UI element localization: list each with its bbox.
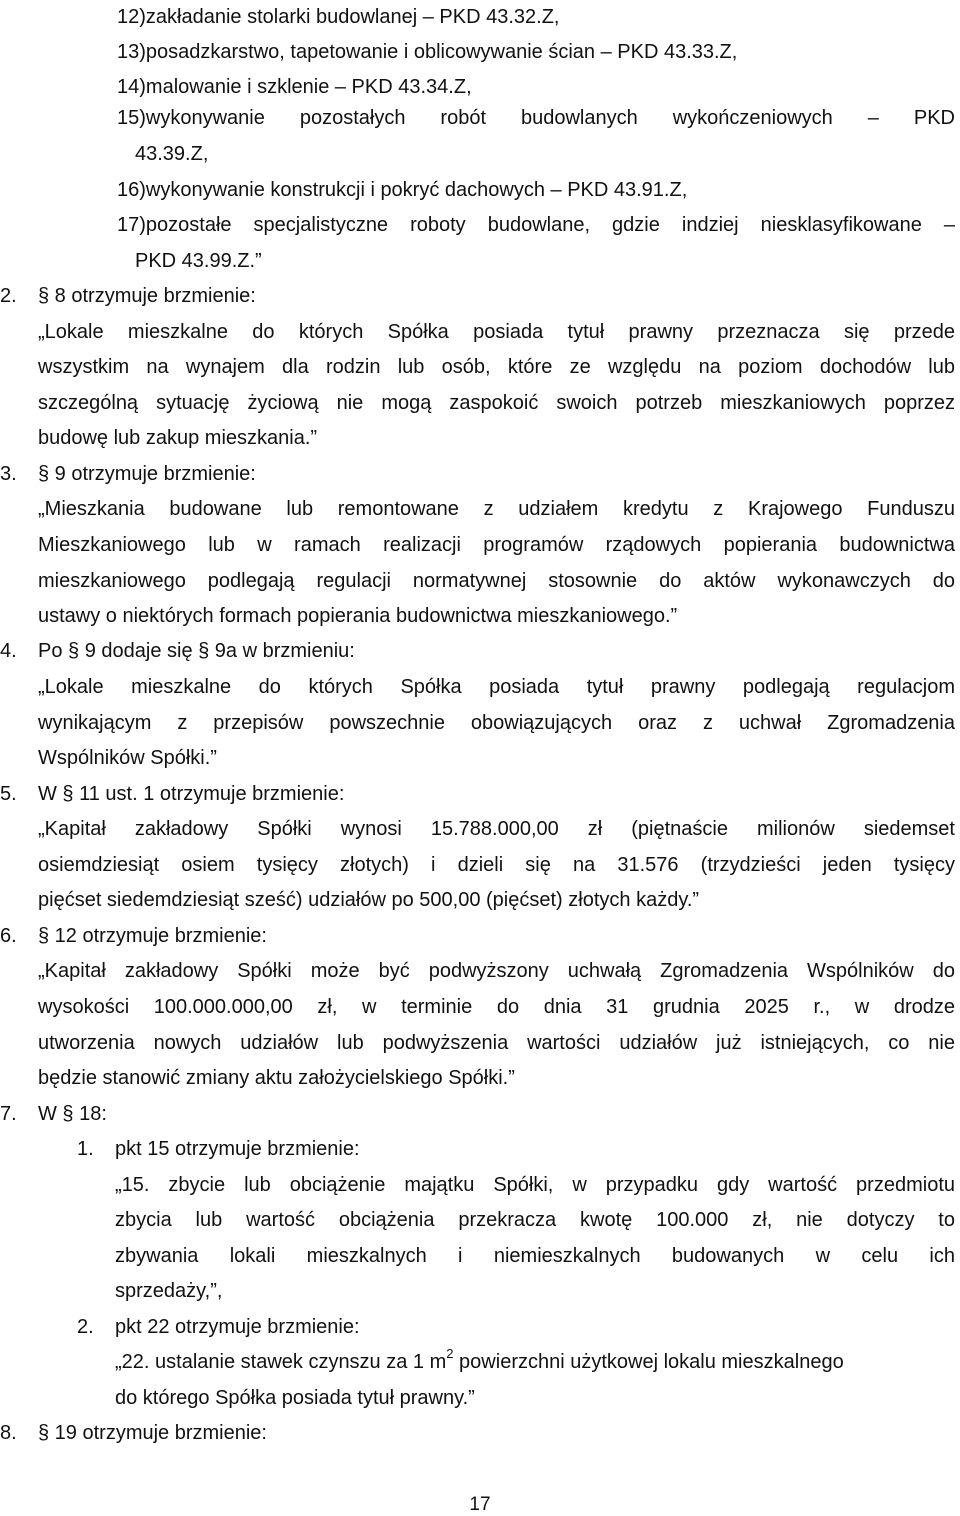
paragraph-line: osiemdziesiąt osiem tysięcy złotych) i dzieli się na 31.576 (trzydzieści jeden tysięcy — [38, 854, 955, 876]
superscript: 2 — [446, 1346, 454, 1362]
paragraph-line: budowę lub zakup mieszkania.” — [38, 427, 318, 449]
section-heading: § 19 otrzymuje brzmienie: — [38, 1422, 267, 1444]
section-heading: § 8 otrzymuje brzmienie: — [38, 285, 256, 307]
paragraph-line: „Kapitał zakładowy Spółki może być podwyższony uchwałą Zgromadzenia Wspólników do — [38, 960, 955, 982]
paragraph-line: mieszkaniowego podlegają regulacji normatywnej stosownie do aktów wykonawczych do — [38, 570, 955, 592]
paragraph-line: wszystkim na wynajem dla rodzin lub osób, które ze względu na poziom dochodów lub — [38, 356, 955, 378]
subsection-heading: pkt 22 otrzymuje brzmienie: — [115, 1316, 360, 1338]
paragraph-line: „Mieszkania budowane lub remontowane z udziałem kredytu z Krajowego Funduszu — [38, 498, 955, 520]
section-heading: § 9 otrzymuje brzmienie: — [38, 463, 256, 485]
paragraph-line: „Lokale mieszkalne do których Spółka posiada tytuł prawny przeznacza się przede — [38, 321, 955, 343]
paragraph-line: Mieszkaniowego lub w ramach realizacji programów rządowych popierania budownictwa — [38, 534, 955, 556]
subsection-heading: pkt 15 otrzymuje brzmienie: — [115, 1138, 360, 1160]
paragraph-line: „Lokale mieszkalne do których Spółka posiada tytuł prawny podlegają regulacjom — [38, 676, 955, 698]
paragraph-line-with-superscript — [115, 1346, 844, 1375]
paragraph-line: zbywania lokali mieszkalnych i niemieszkalnych budowanych w celu ich — [115, 1245, 955, 1267]
paragraph-text: „22. ustalanie stawek czynszu za 1 m — [115, 1351, 447, 1373]
paragraph-line: szczególną sytuację życiową nie mogą zaspokoić swoich potrzeb mieszkaniowych poprzez — [38, 392, 955, 414]
section-number: 8. — [0, 1422, 17, 1444]
list-item-14: 14)malowanie i szklenie – PKD 43.34.Z, — [117, 76, 472, 98]
paragraph-line: „Kapitał zakładowy Spółki wynosi 15.788.000,00 zł (piętnaście milionów siedemset — [38, 818, 955, 840]
paragraph-line: do którego Spółka posiada tytuł prawny.” — [115, 1387, 475, 1409]
section-number: 6. — [0, 925, 17, 947]
paragraph-line: „15. zbycie lub obciążenie majątku Spółki, w przypadku gdy wartość przedmiotu — [115, 1174, 955, 1196]
paragraph-line: wysokości 100.000.000,00 zł, w terminie do dnia 31 grudnia 2025 r., w drodze — [38, 996, 955, 1018]
paragraph-line: Wspólników Spółki.” — [38, 747, 217, 769]
section-heading: W § 18: — [38, 1103, 107, 1125]
paragraph-line: utworzenia nowych udziałów lub podwyższenia wartości udziałów już istniejących, co nie — [38, 1032, 955, 1054]
list-item-17: 17)pozostałe specjalistyczne roboty budowlane, gdzie indziej niesklasyfikowane – — [117, 214, 955, 236]
list-item-13: 13)posadzkarstwo, tapetowanie i oblicowywanie ścian – PKD 43.33.Z, — [117, 41, 738, 63]
section-heading: § 12 otrzymuje brzmienie: — [38, 925, 267, 947]
paragraph-line: ustawy o niektórych formach popierania budownictwa mieszkaniowego.” — [38, 605, 678, 627]
section-number: 4. — [0, 640, 17, 662]
list-item-15-cont: 43.39.Z, — [135, 143, 209, 165]
paragraph-text: powierzchni użytkowej lokalu mieszkalnego — [453, 1351, 844, 1373]
subsection-number: 2. — [77, 1316, 94, 1338]
subsection-number: 1. — [77, 1138, 94, 1160]
section-number: 7. — [0, 1103, 17, 1125]
list-item-12: 12)zakładanie stolarki budowlanej – PKD 43.32.Z, — [117, 6, 560, 28]
section-number: 5. — [0, 783, 17, 805]
section-heading: W § 11 ust. 1 otrzymuje brzmienie: — [38, 783, 345, 805]
page-number: 17 — [469, 1494, 491, 1515]
list-item-15: 15)wykonywanie pozostałych robót budowlanych wykończeniowych – PKD — [117, 107, 955, 129]
list-item-16: 16)wykonywanie konstrukcji i pokryć dachowych – PKD 43.91.Z, — [117, 179, 688, 201]
paragraph-line: pięćset siedemdziesiąt sześć) udziałów po 500,00 (pięćset) złotych każdy.” — [38, 889, 700, 911]
section-number: 3. — [0, 463, 17, 485]
paragraph-line: zbycia lub wartość obciążenia przekracza kwotę 100.000 zł, nie dotyczy to — [115, 1209, 955, 1231]
paragraph-line: sprzedaży,”, — [115, 1280, 223, 1302]
paragraph-line: wynikającym z przepisów powszechnie obowiązujących oraz z uchwał Zgromadzenia — [38, 712, 955, 734]
paragraph-line: będzie stanowić zmiany aktu założycielskiego Spółki.” — [38, 1067, 515, 1089]
section-number: 2. — [0, 285, 17, 307]
section-heading: Po § 9 dodaje się § 9a w brzmieniu: — [38, 640, 355, 662]
list-item-17-cont: PKD 43.99.Z.” — [135, 250, 262, 272]
